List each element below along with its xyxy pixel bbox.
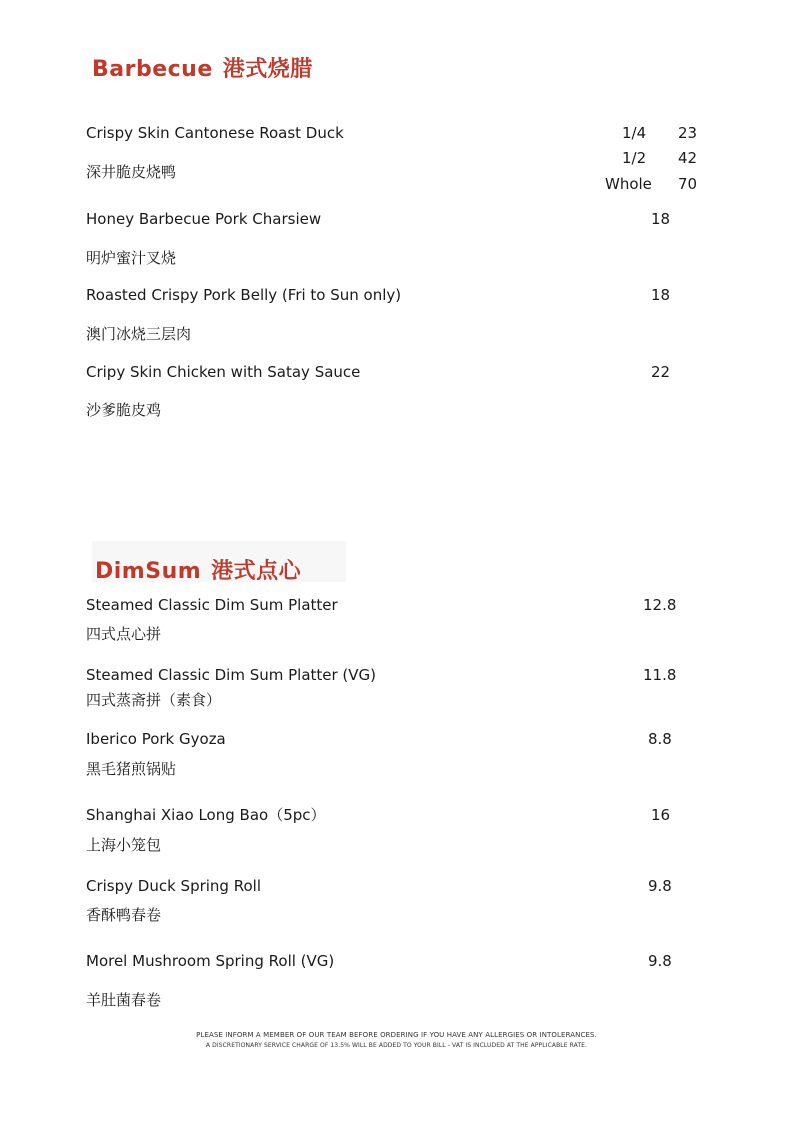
barbecue-section-title: [92, 52, 313, 83]
menu-item-name-cn: 黑毛猪煎锅贴: [86, 760, 177, 778]
menu-item-price: 9.8: [648, 952, 672, 970]
portion-label: 1/2: [622, 149, 647, 167]
portion-label: 1/4: [622, 124, 647, 142]
menu-item-price: 42: [678, 149, 698, 167]
menu-item-name-cn: 澳门冰烧三层肉: [86, 325, 192, 343]
menu-item-name-en: Crispy Duck Spring Roll: [86, 877, 261, 895]
menu-item-price: 23: [678, 124, 698, 142]
allergy-notice: PLEASE INFORM A MEMBER OF OUR TEAM BEFORE ORDERING IF YOU HAVE ANY ALLERGIES OR INTOLERANCES.: [196, 1031, 597, 1039]
menu-item-price: 18: [651, 210, 671, 228]
menu-item-name-cn: 四式蒸斋拼（素食）: [86, 691, 222, 709]
dimsum-title-en: DimSum: [95, 559, 202, 584]
barbecue-title-en: Barbecue: [92, 57, 213, 82]
menu-item-name-en: Cripy Skin Chicken with Satay Sauce: [86, 363, 361, 381]
menu-item-price: 12.8: [643, 596, 677, 614]
menu-item-name-en: Steamed Classic Dim Sum Platter (VG): [86, 666, 377, 684]
menu-item-name-en: Shanghai Xiao Long Bao（5pc）: [86, 806, 326, 824]
menu-item-name-cn: 四式点心拼: [86, 625, 162, 643]
menu-item-name-en: Crispy Skin Cantonese Roast Duck: [86, 124, 344, 142]
dimsum-title-cn: 港式点心: [211, 559, 302, 584]
menu-item-price: 9.8: [648, 877, 672, 895]
portion-label: Whole: [605, 175, 652, 193]
menu-item-name-en: Roasted Crispy Pork Belly (Fri to Sun only): [86, 286, 402, 304]
barbecue-title-cn: 港式烧腊: [222, 57, 313, 82]
menu-item-name-en: Honey Barbecue Pork Charsiew: [86, 210, 322, 228]
menu-item-name-cn: 沙爹脆皮鸡: [86, 401, 162, 419]
menu-item-name-cn: 香酥鸭春卷: [86, 906, 162, 924]
menu-item-price: 70: [678, 175, 698, 193]
menu-item-name-cn: 上海小笼包: [86, 836, 162, 854]
service-charge-notice: A DISCRETIONARY SERVICE CHARGE OF 13.5% WILL BE ADDED TO YOUR BILL - VAT IS INCLUDED AT THE APPLICABLE RATE.: [205, 1042, 588, 1049]
menu-item-name-en: Steamed Classic Dim Sum Platter: [86, 596, 338, 614]
menu-item-price: 16: [651, 806, 671, 824]
menu-item-price: 22: [651, 363, 671, 381]
menu-item-name-cn: 羊肚菌春卷: [86, 991, 162, 1009]
menu-item-price: 18: [651, 286, 671, 304]
menu-item-price: 8.8: [648, 730, 672, 748]
dimsum-section-title: [95, 554, 301, 585]
menu-item-price: 11.8: [643, 666, 677, 684]
menu-item-name-cn: 明炉蜜汁叉烧: [86, 249, 177, 267]
menu-item-name-en: Iberico Pork Gyoza: [86, 730, 226, 748]
menu-item-name-en: Morel Mushroom Spring Roll (VG): [86, 952, 335, 970]
menu-item-name-cn: 深井脆皮烧鸭: [86, 163, 177, 181]
